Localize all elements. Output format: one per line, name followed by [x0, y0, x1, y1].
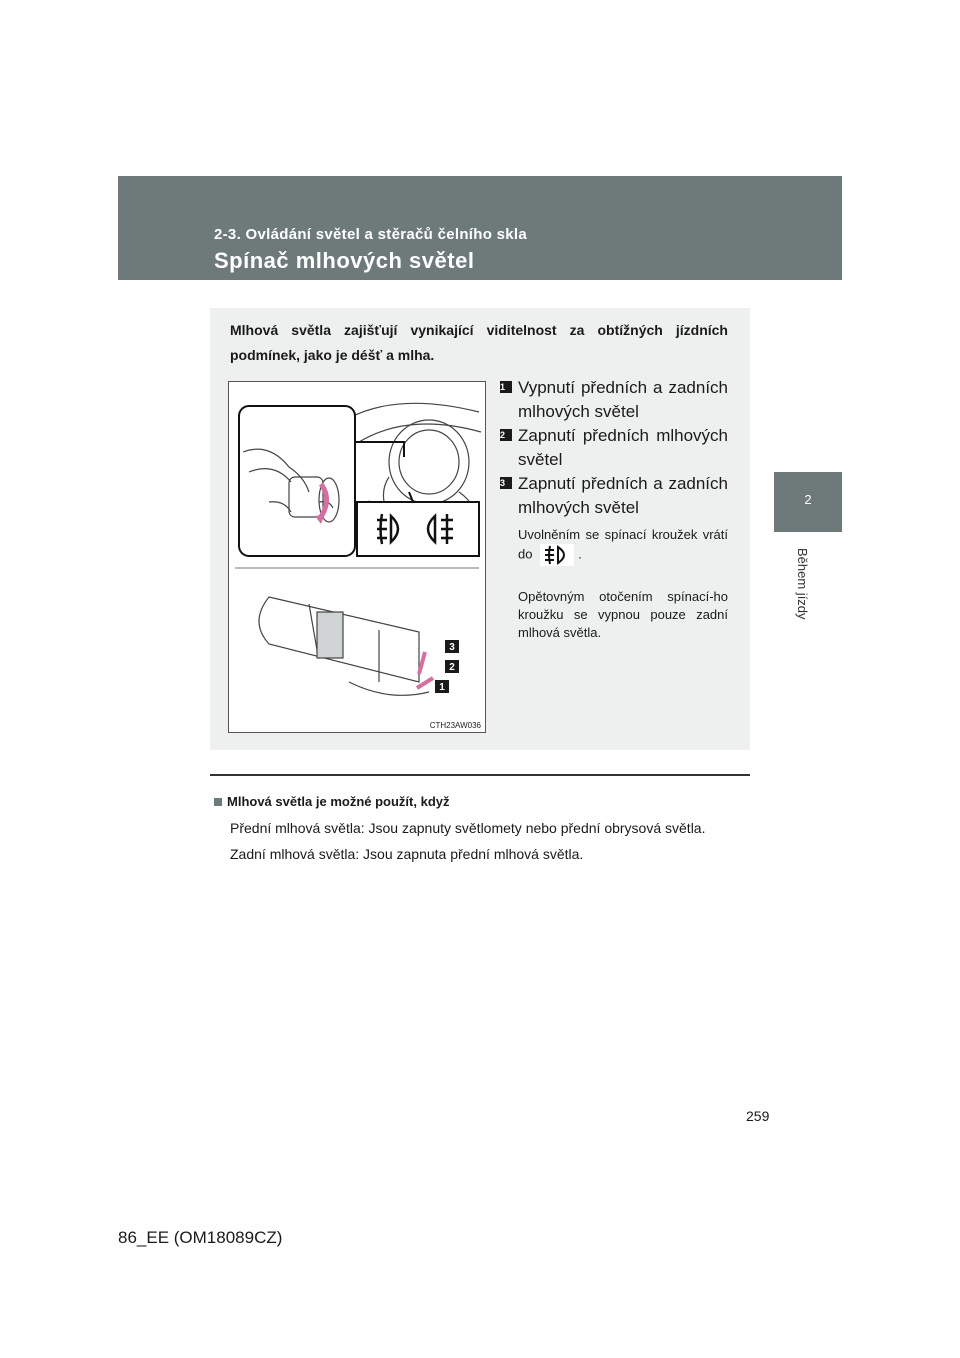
step-number: 2	[500, 429, 512, 441]
fog-light-switch-illustration	[228, 381, 486, 733]
svg-text:3: 3	[449, 642, 455, 653]
step-list	[498, 376, 728, 520]
list-item	[498, 472, 728, 520]
step-number: 1	[500, 381, 512, 393]
fog-icon-box	[357, 502, 479, 556]
page-number: 259	[746, 1108, 770, 1124]
callout-2	[445, 660, 459, 673]
section-divider	[210, 774, 750, 776]
step-number: 3	[500, 477, 512, 489]
section-title: 2-3. Ovládání světel a stěračů čelního skla	[214, 226, 528, 243]
release-note-text: Uvolněním se spínací kroužek vrátí do	[518, 527, 728, 562]
square-bullet-icon	[214, 798, 222, 806]
zoom-inset	[239, 406, 355, 556]
chapter-tab-label: Během jízdy	[795, 548, 810, 620]
list-item	[498, 376, 728, 424]
step-text: Zapnutí předních mlhových světel	[518, 426, 728, 469]
intro-text: Mlhová světla zajišťují vynikající viditelnost za obtížných jízdních podmínek, jako je déšť a mlha.	[230, 322, 728, 363]
svg-text:2: 2	[449, 662, 455, 673]
subsection-heading	[214, 794, 450, 809]
lever-arrow-up	[419, 652, 425, 674]
chapter-tab-number: 2	[804, 492, 812, 507]
step-text: Vypnutí předních a zadních mlhových světel	[518, 378, 728, 421]
svg-text:1: 1	[439, 682, 445, 693]
release-note-end: .	[578, 546, 582, 562]
chapter-header	[118, 176, 842, 280]
subsection-heading-text: Mlhová světla je možné použít, když	[227, 794, 450, 809]
step-text: Zapnutí předních a zadních mlhových světel	[518, 474, 728, 517]
release-note	[518, 526, 728, 566]
switch-drawing	[229, 382, 485, 732]
page-title: Spínač mlhových světel	[214, 248, 475, 273]
document-code: 86_EE (OM18089CZ)	[118, 1228, 283, 1247]
paragraph: Zadní mlhová světla: Jsou zapnuta přední mlhová světla.	[230, 846, 584, 862]
lever-drawing	[259, 597, 429, 695]
turn-again-note: Opětovným otočením spínací-ho kroužku se vypnou pouze zadní mlhová světla.	[518, 589, 728, 640]
chapter-tab	[774, 472, 842, 532]
list-item	[498, 424, 728, 472]
callout-3	[445, 640, 459, 653]
paragraph: Přední mlhová světla: Jsou zapnuty světlomety nebo přední obrysová světla.	[230, 820, 706, 836]
callout-1	[435, 680, 449, 693]
figure-code: CTH23AW036	[429, 721, 481, 730]
pointer-line	[349, 442, 404, 457]
front-fog-light-icon	[540, 544, 574, 566]
